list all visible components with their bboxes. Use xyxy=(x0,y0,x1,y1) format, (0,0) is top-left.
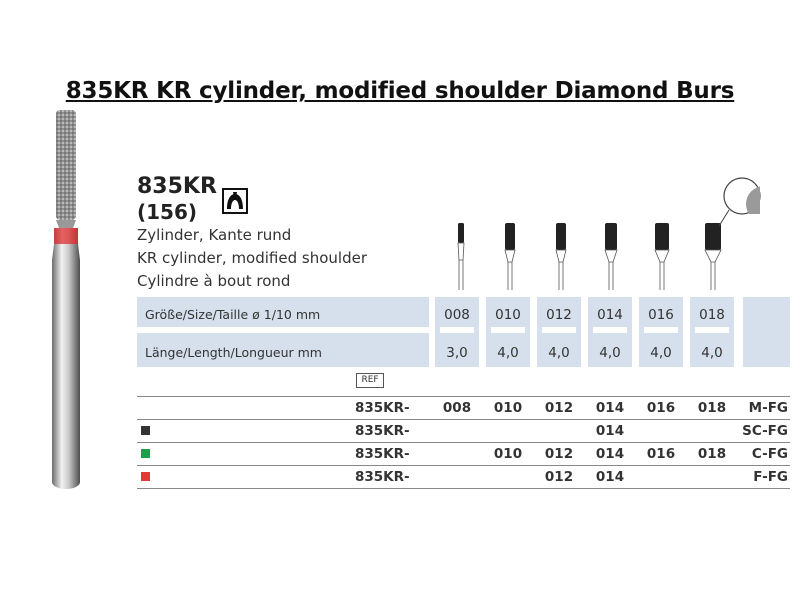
length-value: 4,0 xyxy=(497,345,519,361)
length-label: Länge/Length/Longueur mm xyxy=(145,345,322,360)
size-label: Größe/Size/Taille ø 1/10 mm xyxy=(145,307,321,322)
size-column xyxy=(639,297,683,367)
bur-illustration xyxy=(50,110,82,490)
ref-cell: 018 xyxy=(697,446,727,462)
description-fr: Cylindre à bout rond xyxy=(137,272,291,290)
table-bottom-rule xyxy=(137,488,790,489)
ref-prefix: 835KR- xyxy=(355,423,410,439)
ref-prefix: 835KR- xyxy=(355,469,410,485)
iso-number: (156) xyxy=(137,200,198,224)
ref-row-c-fg xyxy=(137,442,790,465)
magnified-edge-icon xyxy=(708,174,768,234)
ref-cell: 014 xyxy=(595,469,625,485)
size-value: 018 xyxy=(699,307,725,323)
ref-cell: 008 xyxy=(442,400,472,416)
ref-cell: 018 xyxy=(697,400,727,416)
size-label-cell xyxy=(137,297,429,367)
size-column xyxy=(435,297,479,367)
length-value: 4,0 xyxy=(548,345,570,361)
size-value: 012 xyxy=(546,307,572,323)
size-divider xyxy=(137,327,429,333)
bur-shape-016 xyxy=(652,220,672,290)
length-value: 4,0 xyxy=(599,345,621,361)
ref-prefix: 835KR- xyxy=(355,446,410,462)
ref-suffix: M-FG xyxy=(748,400,788,416)
page-title: 835KR KR cylinder, modified shoulder Diamond Burs xyxy=(65,78,735,104)
ref-cell: 016 xyxy=(646,400,676,416)
product-code: 835KR xyxy=(137,174,217,199)
ref-row-m-fg xyxy=(137,396,790,419)
ref-cell: 012 xyxy=(544,446,574,462)
ref-cell: 010 xyxy=(493,446,523,462)
bur-shape-012 xyxy=(551,220,571,290)
description-de: Zylinder, Kante rund xyxy=(137,226,292,244)
size-column xyxy=(690,297,734,367)
size-column xyxy=(486,297,530,367)
bur-shape-010 xyxy=(500,220,520,290)
ref-suffix: F-FG xyxy=(753,469,788,485)
ref-cell: 012 xyxy=(544,469,574,485)
grit-color-swatch xyxy=(141,426,150,435)
description-en: KR cylinder, modified shoulder xyxy=(137,249,367,267)
size-value: 008 xyxy=(444,307,470,323)
ref-cell: 014 xyxy=(595,400,625,416)
size-value: 016 xyxy=(648,307,674,323)
ref-suffix: C-FG xyxy=(751,446,788,462)
size-table xyxy=(137,297,790,367)
length-value: 3,0 xyxy=(446,345,468,361)
ref-suffix: SC-FG xyxy=(742,423,788,439)
handpiece-icon xyxy=(222,188,248,214)
size-column xyxy=(588,297,632,367)
bur-shape-014 xyxy=(601,220,621,290)
ref-cell: 014 xyxy=(595,423,625,439)
ref-prefix: 835KR- xyxy=(355,400,410,416)
ref-row-f-fg xyxy=(137,465,790,488)
grit-color-swatch xyxy=(141,472,150,481)
length-value: 4,0 xyxy=(650,345,672,361)
bur-shape-008 xyxy=(451,220,471,290)
ref-row-sc-fg xyxy=(137,419,790,442)
size-value: 010 xyxy=(495,307,521,323)
length-value: 4,0 xyxy=(701,345,723,361)
size-table-end xyxy=(743,297,790,367)
ref-cell: 010 xyxy=(493,400,523,416)
size-column xyxy=(537,297,581,367)
ref-cell: 014 xyxy=(595,446,625,462)
size-value: 014 xyxy=(597,307,623,323)
ref-symbol: REF xyxy=(356,373,384,388)
ref-cell: 012 xyxy=(544,400,574,416)
ref-cell: 016 xyxy=(646,446,676,462)
grit-color-swatch xyxy=(141,449,150,458)
